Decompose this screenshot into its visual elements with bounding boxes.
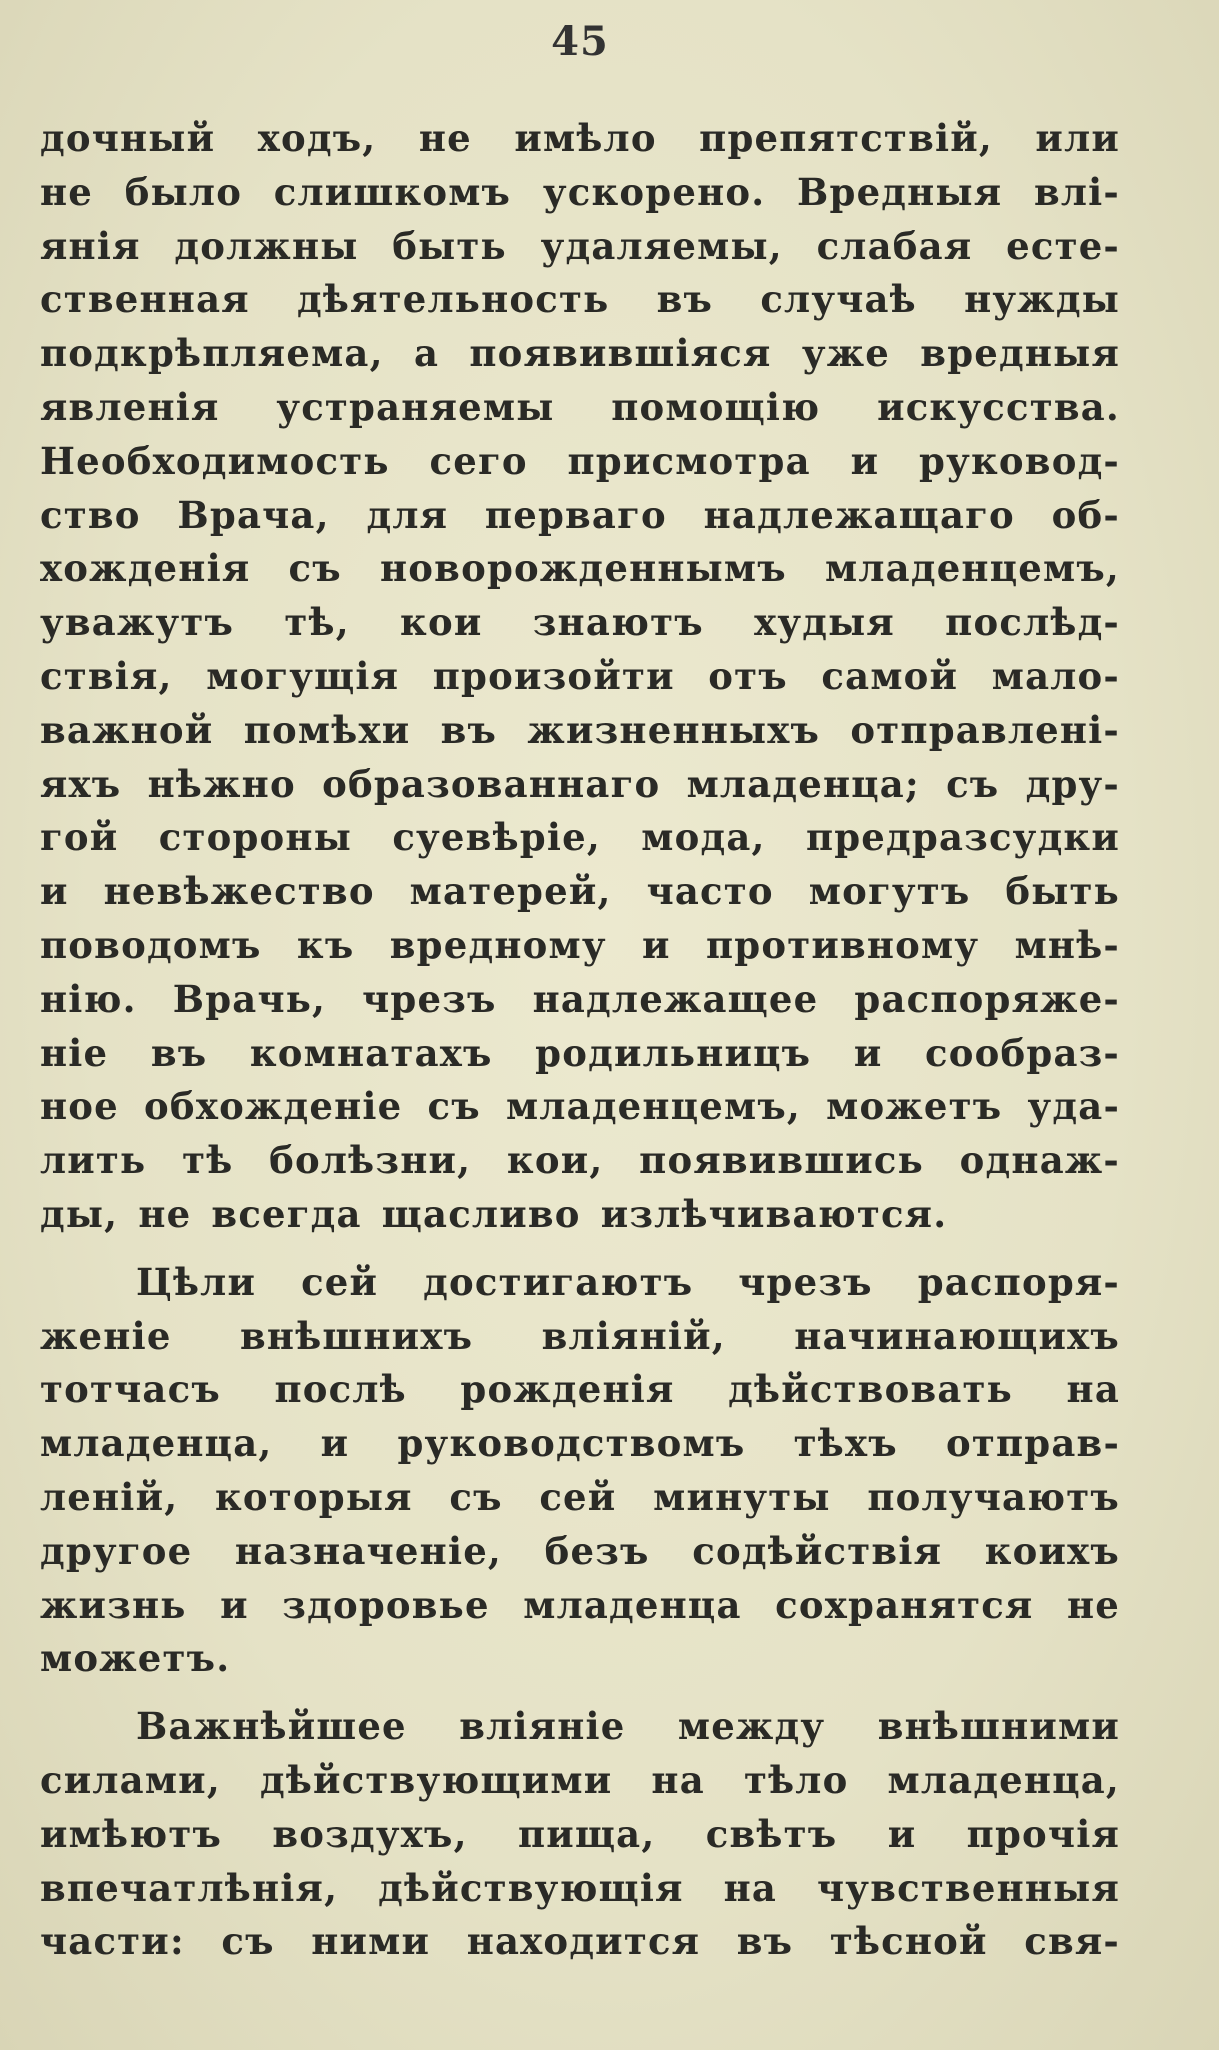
text-line: имѣютъ воздухъ, пища, свѣтъ и прочія [40, 1811, 1120, 1856]
text-line: яхъ нѣжно образованнаго младенца; съ дру- [40, 761, 1120, 806]
text-line: женіе внѣшнихъ вліяній, начинающихъ [40, 1313, 1120, 1358]
text-line: силами, дѣйствующими на тѣло младенца, [40, 1757, 1120, 1802]
text-line: ство Врача, для перваго надлежащаго об- [40, 492, 1120, 537]
text-line: поводомъ къ вредному и противному мнѣ- [40, 922, 1120, 967]
text-line: ственная дѣятельность въ случаѣ нужды [40, 277, 1120, 322]
text-line: ствія, могущія произойти отъ самой мало- [40, 653, 1120, 698]
text-line: тотчасъ послѣ рожденія дѣйствовать на [40, 1367, 1120, 1412]
text-line: младенца, и руководствомъ тѣхъ отправ- [40, 1421, 1120, 1466]
text-line: можетъ. [40, 1636, 231, 1681]
text-line: уважутъ тѣ, кои знаютъ худыя послѣд- [40, 600, 1120, 645]
text-line: хожденія съ новорожденнымъ младенцемъ, [40, 546, 1120, 591]
text-line: Необходимость сего присмотра и руковод- [40, 438, 1120, 483]
text-line: ніе въ комнатахъ родильницъ и сообраз- [40, 1030, 1120, 1075]
text-line: жизнь и здоровье младенца сохранятся не [40, 1582, 1120, 1627]
text-line: Важнѣйшее вліяніе между внѣшними [136, 1704, 1120, 1749]
text-line: и невѣжество матерей, часто могутъ быть [40, 869, 1120, 914]
text-line: лить тѣ болѣзни, кои, появившись однаж- [40, 1138, 1120, 1183]
body-text [40, 112, 1120, 1983]
text-line: ное обхожденіе съ младенцемъ, можетъ уда- [40, 1084, 1120, 1129]
text-line: янія должны быть удаляемы, слабая есте- [40, 223, 1120, 268]
paragraph [40, 1700, 1120, 1969]
text-line: гой стороны суевѣріе, мода, предразсудки [40, 815, 1120, 860]
text-line: дочный ходъ, не имѣло препятствій, или [40, 116, 1120, 160]
text-line: не было слишкомъ ускорено. Вредныя влі- [40, 169, 1120, 214]
text-line: другое назначеніе, безъ содѣйствія коихъ [40, 1528, 1120, 1573]
text-line: леній, которыя съ сей минуты получаютъ [40, 1474, 1120, 1519]
text-line: важной помѣхи въ жизненныхъ отправлені- [40, 707, 1120, 752]
text-line: явленія устраняемы помощію искусства. [40, 384, 1120, 429]
text-line: нію. Врачь, чрезъ надлежащее распоряже- [40, 976, 1120, 1021]
text-line: части: съ ними находится въ тѣсной свя- [40, 1919, 1120, 1964]
text-line: подкрѣпляема, а появившіяся уже вредныя [40, 331, 1120, 376]
text-line: впечатлѣнія, дѣйствующія на чувственныя [40, 1865, 1120, 1910]
text-line: Цѣли сей достигаютъ чрезъ распоря- [136, 1259, 1120, 1304]
text-line: ды, не всегда щасливо излѣчиваются. [40, 1191, 948, 1236]
paragraph [40, 1256, 1120, 1686]
page-number: 45 [551, 18, 609, 65]
paragraph [40, 112, 1120, 1242]
